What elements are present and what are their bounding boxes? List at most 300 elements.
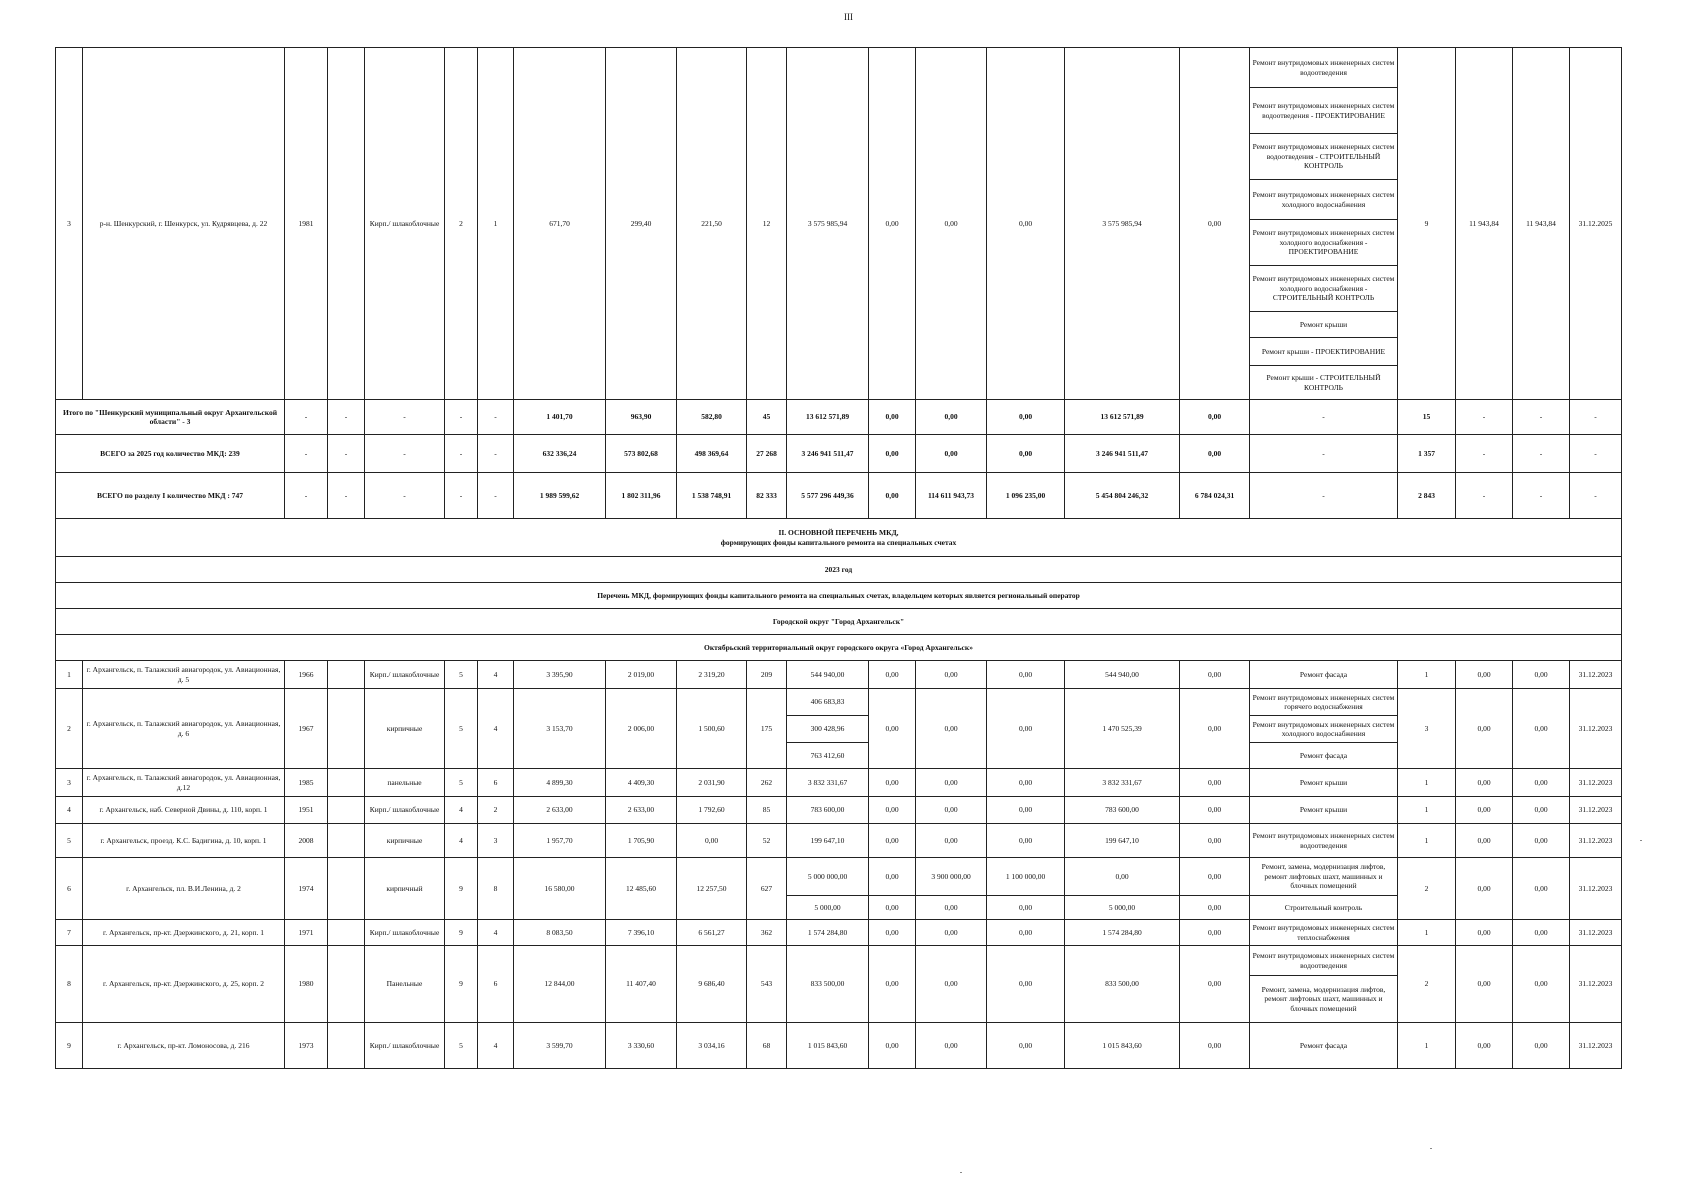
cell-owners: 833 500,00 [1065, 946, 1180, 1023]
cell-cost: 300 428,96 [787, 716, 869, 743]
cell-area-residential: 3 034,16 [677, 1023, 747, 1069]
mkd-register-table [55, 47, 1622, 1069]
total-f1: 0,00 [869, 473, 916, 519]
cell-residents: 362 [747, 920, 787, 946]
cell-index: 1 [56, 661, 83, 689]
cell-date: 31.12.2023 [1570, 769, 1622, 797]
dash: - [478, 473, 514, 519]
cell-entrances: 2 [478, 797, 514, 824]
cell-cost: 1 015 843,60 [787, 1023, 869, 1069]
cell-area-total: 8 083,50 [514, 920, 606, 946]
cell-fund3: 0,00 [987, 689, 1065, 769]
cell-fund1: 0,00 [869, 920, 916, 946]
cell-empty [328, 661, 365, 689]
total-f2: 0,00 [916, 435, 987, 473]
cell-work: Ремонт внутридомовых инженерных систем водоотведения - ПРОЕКТИРОВАНИЕ [1250, 88, 1398, 134]
cell-date: 31.12.2023 [1570, 689, 1622, 769]
cell-year: 1985 [285, 769, 328, 797]
cell-work: Ремонт, замена, модернизация лифтов, ремонт лифтовых шахт, машинных и блочных помещений [1250, 858, 1398, 896]
cell-cost: 1 574 284,80 [787, 920, 869, 946]
cell-area-living: 2 019,00 [606, 661, 677, 689]
cell-area-residential: 6 561,27 [677, 920, 747, 946]
total-cnt: 2 843 [1398, 473, 1456, 519]
total-oth: 0,00 [1180, 400, 1250, 435]
cell-index: 8 [56, 946, 83, 1023]
dash: - [1250, 473, 1398, 519]
dash: - [365, 473, 445, 519]
dash: - [285, 473, 328, 519]
cell-work: Ремонт внутридомовых инженерных систем холодного водоснабжения [1250, 180, 1398, 220]
dash: - [478, 400, 514, 435]
cell-floors: 5 [445, 1023, 478, 1069]
dash: - [1250, 400, 1398, 435]
total-cost: 13 612 571,89 [787, 400, 869, 435]
cell-area-total: 1 957,70 [514, 824, 606, 858]
cell-address: г. Архангельск, п. Талажский авиагородок, ул. Авиационная, д. 6 [83, 689, 285, 769]
cell-fund3: 0,00 [987, 661, 1065, 689]
cell-fund3: 0,00 [987, 1023, 1065, 1069]
cell-area-living: 299,40 [606, 48, 677, 400]
cell-unit2: 0,00 [1513, 797, 1570, 824]
total-f3: 0,00 [987, 435, 1065, 473]
cell-other: 0,00 [1180, 858, 1250, 896]
cell-entrances: 4 [478, 1023, 514, 1069]
cell-owners: 1 470 525,39 [1065, 689, 1180, 769]
dash: - [445, 435, 478, 473]
cell-material: панельные [365, 769, 445, 797]
scan-speck [960, 1172, 962, 1173]
cell-empty [328, 48, 365, 400]
cell-cost: 3 575 985,94 [787, 48, 869, 400]
cell-count: 2 [1398, 858, 1456, 920]
total-res: 82 333 [747, 473, 787, 519]
cell-fund3: 0,00 [987, 769, 1065, 797]
cell-unit2: 0,00 [1513, 920, 1570, 946]
cell-unit1: 0,00 [1456, 858, 1513, 920]
cell-fund1: 0,00 [869, 661, 916, 689]
cell-owners: 5 000,00 [1065, 896, 1180, 920]
total-row [56, 400, 1622, 435]
cell-work: Строительный контроль [1250, 896, 1398, 920]
cell-work: Ремонт крыши [1250, 797, 1398, 824]
cell-empty [328, 1023, 365, 1069]
cell-fund3: 0,00 [987, 896, 1065, 920]
cell-area-living: 4 409,30 [606, 769, 677, 797]
cell-fund2: 0,00 [916, 769, 987, 797]
cell-fund2: 0,00 [916, 797, 987, 824]
cell-material: Кирп./ шлакоблочные [365, 1023, 445, 1069]
dash: - [1456, 400, 1513, 435]
cell-fund1: 0,00 [869, 1023, 916, 1069]
cell-work: Ремонт крыши - ПРОЕКТИРОВАНИЕ [1250, 338, 1398, 366]
list-heading: Перечень МКД, формирующих фонды капитального ремонта на специальных счетах, владельцем которых является региональный оператор [56, 583, 1622, 609]
cell-residents: 52 [747, 824, 787, 858]
cell-work: Ремонт внутридомовых инженерных систем водоотведения [1250, 48, 1398, 88]
cell-area-residential: 1 792,60 [677, 797, 747, 824]
section-subtitle: формирующих фонды капитального ремонта на специальных счетах [720, 537, 957, 547]
cell-fund2: 0,00 [916, 920, 987, 946]
total-a1: 1 401,70 [514, 400, 606, 435]
cell-area-total: 3 599,70 [514, 1023, 606, 1069]
dash: - [1570, 400, 1622, 435]
cell-entrances: 6 [478, 769, 514, 797]
dash: - [328, 473, 365, 519]
total-label: Итого по "Шенкурский муниципальный округ Архангельской области" - 3 [56, 400, 285, 435]
cell-count: 1 [1398, 920, 1456, 946]
total-label: ВСЕГО по разделу I количество МКД : 747 [56, 473, 285, 519]
total-cost: 3 246 941 511,47 [787, 435, 869, 473]
cell-area-total: 3 395,90 [514, 661, 606, 689]
cell-material: Кирп./ шлакоблочные [365, 797, 445, 824]
cell-other: 0,00 [1180, 824, 1250, 858]
total-a1: 632 336,24 [514, 435, 606, 473]
total-oth: 0,00 [1180, 435, 1250, 473]
table-row [56, 1023, 1622, 1069]
cell-unit1: 0,00 [1456, 661, 1513, 689]
cell-area-total: 16 580,00 [514, 858, 606, 920]
cell-entrances: 3 [478, 824, 514, 858]
cell-residents: 209 [747, 661, 787, 689]
cell-unit1: 0,00 [1456, 946, 1513, 1023]
cell-unit2: 0,00 [1513, 946, 1570, 1023]
section-title: II. ОСНОВНОЙ ПЕРЕЧЕНЬ МКД, [778, 528, 899, 538]
section-heading [56, 519, 1622, 557]
cell-other: 0,00 [1180, 896, 1250, 920]
cell-material: кирпичные [365, 689, 445, 769]
cell-entrances: 6 [478, 946, 514, 1023]
cell-area-living: 7 396,10 [606, 920, 677, 946]
cell-floors: 9 [445, 946, 478, 1023]
cell-year: 1981 [285, 48, 328, 400]
dash: - [285, 435, 328, 473]
total-a2: 573 802,68 [606, 435, 677, 473]
cell-date: 31.12.2023 [1570, 661, 1622, 689]
cell-empty [328, 858, 365, 920]
table-row [56, 920, 1622, 946]
cell-address: г. Архангельск, пр-кт. Ломоносова, д. 216 [83, 1023, 285, 1069]
cell-area-residential: 1 500,60 [677, 689, 747, 769]
total-a1: 1 989 599,62 [514, 473, 606, 519]
cell-count: 1 [1398, 797, 1456, 824]
cell-floors: 9 [445, 858, 478, 920]
cell-unit1: 0,00 [1456, 824, 1513, 858]
cell-count: 3 [1398, 689, 1456, 769]
cell-owners: 783 600,00 [1065, 797, 1180, 824]
cell-unit2: 0,00 [1513, 661, 1570, 689]
table-row [56, 769, 1622, 797]
total-f1: 0,00 [869, 400, 916, 435]
cell-fund1: 0,00 [869, 896, 916, 920]
cell-count: 1 [1398, 824, 1456, 858]
cell-residents: 85 [747, 797, 787, 824]
cell-entrances: 4 [478, 689, 514, 769]
cell-year: 1967 [285, 689, 328, 769]
cell-cost: 406 683,83 [787, 689, 869, 716]
dash: - [328, 435, 365, 473]
total-label: ВСЕГО за 2025 год количество МКД: 239 [56, 435, 285, 473]
dash: - [445, 400, 478, 435]
cell-cost: 783 600,00 [787, 797, 869, 824]
total-a3: 582,80 [677, 400, 747, 435]
cell-work: Ремонт внутридомовых инженерных систем холодного водоснабжения [1250, 716, 1398, 743]
cell-address: р-н. Шенкурский, г. Шенкурск, ул. Кудрявцева, д. 22 [83, 48, 285, 400]
cell-work: Ремонт, замена, модернизация лифтов, ремонт лифтовых шахт, машинных и блочных помещений [1250, 976, 1398, 1023]
cell-other: 0,00 [1180, 1023, 1250, 1069]
cell-owners: 1 574 284,80 [1065, 920, 1180, 946]
dash: - [1513, 473, 1570, 519]
cell-cost: 833 500,00 [787, 946, 869, 1023]
cell-other: 0,00 [1180, 769, 1250, 797]
cell-fund1: 0,00 [869, 797, 916, 824]
total-a2: 1 802 311,96 [606, 473, 677, 519]
cell-date: 31.12.2025 [1570, 48, 1622, 400]
cell-owners: 3 832 331,67 [1065, 769, 1180, 797]
cell-area-residential: 2 319,20 [677, 661, 747, 689]
cell-address: г. Архангельск, наб. Северной Двины, д. 110, корп. 1 [83, 797, 285, 824]
cell-work: Ремонт внутридомовых инженерных систем теплоснабжения [1250, 920, 1398, 946]
cell-material: Панельные [365, 946, 445, 1023]
cell-year: 1980 [285, 946, 328, 1023]
cell-address: г. Архангельск, пр-кт. Дзержинского, д. 25, корп. 2 [83, 946, 285, 1023]
cell-floors: 4 [445, 797, 478, 824]
scan-speck [1430, 1148, 1432, 1149]
cell-residents: 543 [747, 946, 787, 1023]
total-cost: 5 577 296 449,36 [787, 473, 869, 519]
cell-year: 1973 [285, 1023, 328, 1069]
cell-unit2: 0,00 [1513, 1023, 1570, 1069]
cell-date: 31.12.2023 [1570, 824, 1622, 858]
cell-index: 3 [56, 48, 83, 400]
total-f1: 0,00 [869, 435, 916, 473]
total-f3: 1 096 235,00 [987, 473, 1065, 519]
cell-date: 31.12.2023 [1570, 797, 1622, 824]
cell-owners: 0,00 [1065, 858, 1180, 896]
cell-date: 31.12.2023 [1570, 920, 1622, 946]
cell-entrances: 4 [478, 661, 514, 689]
total-f2: 0,00 [916, 400, 987, 435]
cell-area-total: 2 633,00 [514, 797, 606, 824]
cell-work: Ремонт крыши [1250, 312, 1398, 338]
cell-work: Ремонт внутридомовых инженерных систем холодного водоснабжения - СТРОИТЕЛЬНЫЙ КОНТРОЛЬ [1250, 266, 1398, 312]
cell-fund1: 0,00 [869, 946, 916, 1023]
table-row [56, 824, 1622, 858]
total-row [56, 435, 1622, 473]
cell-fund2: 0,00 [916, 48, 987, 400]
cell-cost: 5 000 000,00 [787, 858, 869, 896]
dash: - [1456, 473, 1513, 519]
cell-floors: 5 [445, 661, 478, 689]
cell-area-living: 1 705,90 [606, 824, 677, 858]
cell-empty [328, 797, 365, 824]
total-cnt: 1 357 [1398, 435, 1456, 473]
cell-residents: 68 [747, 1023, 787, 1069]
total-own: 5 454 804 246,32 [1065, 473, 1180, 519]
total-f2: 114 611 943,73 [916, 473, 987, 519]
cell-material: кирпичные [365, 824, 445, 858]
cell-unit1: 0,00 [1456, 797, 1513, 824]
total-oth: 6 784 024,31 [1180, 473, 1250, 519]
cell-work: Ремонт внутридомовых инженерных систем холодного водоснабжения - ПРОЕКТИРОВАНИЕ [1250, 220, 1398, 266]
cell-unit1: 11 943,84 [1456, 48, 1513, 400]
cell-residents: 175 [747, 689, 787, 769]
cell-empty [328, 946, 365, 1023]
cell-index: 2 [56, 689, 83, 769]
cell-fund3: 0,00 [987, 920, 1065, 946]
cell-unit1: 0,00 [1456, 920, 1513, 946]
cell-work: Ремонт внутридомовых инженерных систем водоотведения - СТРОИТЕЛЬНЫЙ КОНТРОЛЬ [1250, 134, 1398, 180]
cell-fund2: 0,00 [916, 661, 987, 689]
cell-fund3: 1 100 000,00 [987, 858, 1065, 896]
cell-cost: 3 832 331,67 [787, 769, 869, 797]
dash: - [1513, 400, 1570, 435]
cell-address: г. Архангельск, пр-кт. Дзержинского, д. 21, корп. 1 [83, 920, 285, 946]
cell-residents: 262 [747, 769, 787, 797]
cell-count: 1 [1398, 661, 1456, 689]
cell-fund2: 0,00 [916, 824, 987, 858]
cell-other: 0,00 [1180, 689, 1250, 769]
cell-address: г. Архангельск, п. Талажский авиагородок, ул. Авиационная, д. 5 [83, 661, 285, 689]
cell-owners: 1 015 843,60 [1065, 1023, 1180, 1069]
cell-index: 3 [56, 769, 83, 797]
cell-work: Ремонт внутридомовых инженерных систем горячего водоснабжения [1250, 689, 1398, 716]
cell-other: 0,00 [1180, 48, 1250, 400]
cell-floors: 9 [445, 920, 478, 946]
cell-count: 9 [1398, 48, 1456, 400]
cell-area-living: 3 330,60 [606, 1023, 677, 1069]
cell-fund3: 0,00 [987, 797, 1065, 824]
cell-address: г. Архангельск, проезд. К.С. Бадигина, д. 10, корп. 1 [83, 824, 285, 858]
cell-date: 31.12.2023 [1570, 946, 1622, 1023]
scan-speck [1640, 840, 1642, 841]
total-own: 3 246 941 511,47 [1065, 435, 1180, 473]
total-res: 27 268 [747, 435, 787, 473]
cell-address: г. Архангельск, пл. В.И.Ленина, д. 2 [83, 858, 285, 920]
cell-area-living: 2 006,00 [606, 689, 677, 769]
table-row [56, 946, 1622, 976]
cell-owners: 3 575 985,94 [1065, 48, 1180, 400]
cell-floors: 5 [445, 689, 478, 769]
cell-fund2: 0,00 [916, 689, 987, 769]
total-a3: 498 369,64 [677, 435, 747, 473]
dash: - [285, 400, 328, 435]
district-heading: Октябрьский территориальный округ городского округа «Город Архангельск» [56, 635, 1622, 661]
cell-count: 2 [1398, 946, 1456, 1023]
cell-material: Кирп./ шлакоблочные [365, 48, 445, 400]
cell-fund3: 0,00 [987, 48, 1065, 400]
cell-fund2: 0,00 [916, 896, 987, 920]
cell-date: 31.12.2023 [1570, 1023, 1622, 1069]
table-row [56, 661, 1622, 689]
total-res: 45 [747, 400, 787, 435]
dash: - [1513, 435, 1570, 473]
cell-work: Ремонт фасада [1250, 1023, 1398, 1069]
cell-area-residential: 12 257,50 [677, 858, 747, 920]
cell-entrances: 1 [478, 48, 514, 400]
cell-count: 1 [1398, 769, 1456, 797]
cell-area-residential: 2 031,90 [677, 769, 747, 797]
dash: - [445, 473, 478, 519]
cell-other: 0,00 [1180, 946, 1250, 1023]
cell-entrances: 4 [478, 920, 514, 946]
cell-year: 1951 [285, 797, 328, 824]
cell-floors: 2 [445, 48, 478, 400]
cell-area-living: 11 407,40 [606, 946, 677, 1023]
cell-area-total: 671,70 [514, 48, 606, 400]
cell-empty [328, 769, 365, 797]
dash: - [365, 400, 445, 435]
cell-area-total: 12 844,00 [514, 946, 606, 1023]
cell-fund1: 0,00 [869, 824, 916, 858]
total-cnt: 15 [1398, 400, 1456, 435]
total-row [56, 473, 1622, 519]
cell-fund2: 0,00 [916, 946, 987, 1023]
cell-fund1: 0,00 [869, 48, 916, 400]
cell-work: Ремонт крыши - СТРОИТЕЛЬНЫЙ КОНТРОЛЬ [1250, 366, 1398, 400]
cell-residents: 627 [747, 858, 787, 920]
cell-area-residential: 9 686,40 [677, 946, 747, 1023]
total-a2: 963,90 [606, 400, 677, 435]
cell-work: Ремонт крыши [1250, 769, 1398, 797]
cell-date: 31.12.2023 [1570, 858, 1622, 920]
cell-other: 0,00 [1180, 920, 1250, 946]
total-f3: 0,00 [987, 400, 1065, 435]
total-a3: 1 538 748,91 [677, 473, 747, 519]
cell-work: Ремонт фасада [1250, 743, 1398, 769]
cell-address: г. Архангельск, п. Талажский авиагородок, ул. Авиационная, д.12 [83, 769, 285, 797]
cell-count: 1 [1398, 1023, 1456, 1069]
cell-cost: 5 000,00 [787, 896, 869, 920]
cell-index: 6 [56, 858, 83, 920]
cell-cost: 763 412,60 [787, 743, 869, 769]
cell-other: 0,00 [1180, 661, 1250, 689]
cell-fund1: 0,00 [869, 858, 916, 896]
cell-material: кирпичный [365, 858, 445, 920]
cell-fund3: 0,00 [987, 946, 1065, 1023]
cell-entrances: 8 [478, 858, 514, 920]
cell-fund1: 0,00 [869, 689, 916, 769]
dash: - [328, 400, 365, 435]
total-own: 13 612 571,89 [1065, 400, 1180, 435]
dash: - [1570, 473, 1622, 519]
cell-work: Ремонт внутридомовых инженерных систем водоотведения [1250, 946, 1398, 976]
cell-area-residential: 0,00 [677, 824, 747, 858]
cell-unit1: 0,00 [1456, 769, 1513, 797]
cell-area-total: 4 899,30 [514, 769, 606, 797]
cell-index: 7 [56, 920, 83, 946]
cell-unit2: 0,00 [1513, 769, 1570, 797]
table-row [56, 797, 1622, 824]
cell-unit2: 0,00 [1513, 824, 1570, 858]
cell-owners: 544 940,00 [1065, 661, 1180, 689]
cell-unit2: 0,00 [1513, 689, 1570, 769]
cell-work: Ремонт внутридомовых инженерных систем водоотведения [1250, 824, 1398, 858]
cell-year: 1966 [285, 661, 328, 689]
cell-unit2: 11 943,84 [1513, 48, 1570, 400]
cell-floors: 4 [445, 824, 478, 858]
cell-area-total: 3 153,70 [514, 689, 606, 769]
city-heading: Городской округ "Город Архангельск" [56, 609, 1622, 635]
cell-cost: 544 940,00 [787, 661, 869, 689]
cell-floors: 5 [445, 769, 478, 797]
cell-material: Кирп./ шлакоблочные [365, 920, 445, 946]
cell-unit1: 0,00 [1456, 1023, 1513, 1069]
dash: - [1456, 435, 1513, 473]
cell-residents: 12 [747, 48, 787, 400]
cell-material: Кирп./ шлакоблочные [365, 661, 445, 689]
year-heading: 2023 год [56, 557, 1622, 583]
dash: - [1250, 435, 1398, 473]
cell-year: 1971 [285, 920, 328, 946]
